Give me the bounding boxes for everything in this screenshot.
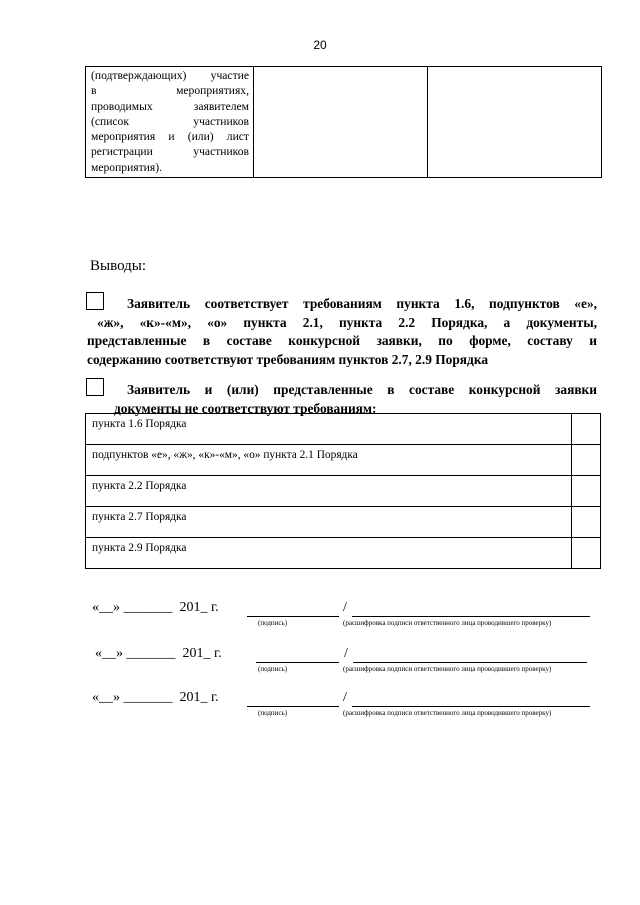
- signature-line[interactable]: [247, 616, 339, 617]
- option1-text: [87, 295, 597, 369]
- top-table-line: (список участников: [91, 114, 249, 128]
- option1-line: «ж», «к»-«м», «о» пункта 2.1, пункта 2.2 Порядка, а документы,: [97, 314, 597, 330]
- option2-line: документы не соответствуют требованиям:: [114, 400, 377, 416]
- top-table-line: проводимых заявителем: [91, 99, 249, 113]
- signature-block: [0, 690, 640, 720]
- signature-caption: (подпись): [258, 665, 288, 673]
- signature-caption: (подпись): [258, 619, 288, 627]
- signature-line[interactable]: [256, 662, 339, 663]
- top-table-line: регистрации участников: [91, 145, 249, 159]
- requirement-label: пункта 2.7 Порядка: [86, 507, 572, 538]
- top-table: [85, 66, 602, 178]
- signature-block: [0, 600, 640, 630]
- signature-line[interactable]: [247, 706, 339, 707]
- signature-date[interactable]: «__» _______ 201_ г.: [92, 690, 219, 705]
- option2-line: Заявитель и (или) представленные в составе конкурсной заявки: [127, 382, 597, 397]
- signature-caption: (подпись): [258, 709, 288, 717]
- requirement-checkbox[interactable]: [572, 414, 601, 445]
- option1-line: содержанию соответствуют требованиям пунктов 2.7, 2.9 Порядка: [87, 351, 489, 367]
- top-table-line: (подтверждающих) участие: [91, 69, 249, 82]
- top-table-cell-empty[interactable]: [254, 67, 428, 178]
- slash: /: [344, 646, 348, 661]
- option2-checkbox[interactable]: [86, 378, 104, 396]
- top-table-cell-description: [86, 67, 254, 178]
- signature-date[interactable]: «__» _______ 201_ г.: [92, 600, 219, 615]
- signature-decode-line[interactable]: [352, 616, 590, 617]
- signature-decode-line[interactable]: [352, 706, 590, 707]
- conclusions-heading: Выводы:: [90, 258, 147, 274]
- slash: /: [343, 690, 347, 705]
- requirement-checkbox[interactable]: [572, 476, 601, 507]
- requirements-table: [85, 413, 601, 569]
- signature-decode-caption: (расшифровка подписи ответственного лица проводившего проверку): [343, 665, 552, 673]
- option1-line: Заявитель соответствует требованиям пункта 1.6, подпунктов «е»,: [127, 296, 597, 311]
- signature-decode-caption: (расшифровка подписи ответственного лица проводившего проверку): [343, 619, 552, 627]
- top-table-cell-empty[interactable]: [428, 67, 602, 178]
- requirement-checkbox[interactable]: [572, 507, 601, 538]
- requirement-row: [86, 476, 601, 507]
- requirement-row: [86, 507, 601, 538]
- signature-decode-caption: (расшифровка подписи ответственного лица проводившего проверку): [343, 709, 552, 717]
- signature-decode-line[interactable]: [353, 662, 587, 663]
- requirement-checkbox[interactable]: [572, 538, 601, 569]
- requirement-checkbox[interactable]: [572, 445, 601, 476]
- top-table-line: мероприятия).: [91, 160, 162, 174]
- requirement-row: [86, 414, 601, 445]
- page-number: 20: [313, 38, 327, 52]
- requirement-row: [86, 538, 601, 569]
- requirement-label: пункта 1.6 Порядка: [86, 414, 572, 445]
- signature-block: [0, 646, 640, 676]
- requirement-row: [86, 445, 601, 476]
- requirement-label: подпунктов «е», «ж», «к»-«м», «о» пункта 2.1 Порядка: [86, 445, 572, 476]
- slash: /: [343, 600, 347, 615]
- requirement-label: пункта 2.2 Порядка: [86, 476, 572, 507]
- option1-line: представленные в составе конкурсной заявки, по форме, составу и: [87, 333, 597, 348]
- requirement-label: пункта 2.9 Порядка: [86, 538, 572, 569]
- top-table-line: в мероприятиях,: [91, 84, 249, 98]
- signature-date[interactable]: «__» _______ 201_ г.: [95, 646, 222, 661]
- top-table-line: мероприятия и (или) лист: [91, 130, 249, 144]
